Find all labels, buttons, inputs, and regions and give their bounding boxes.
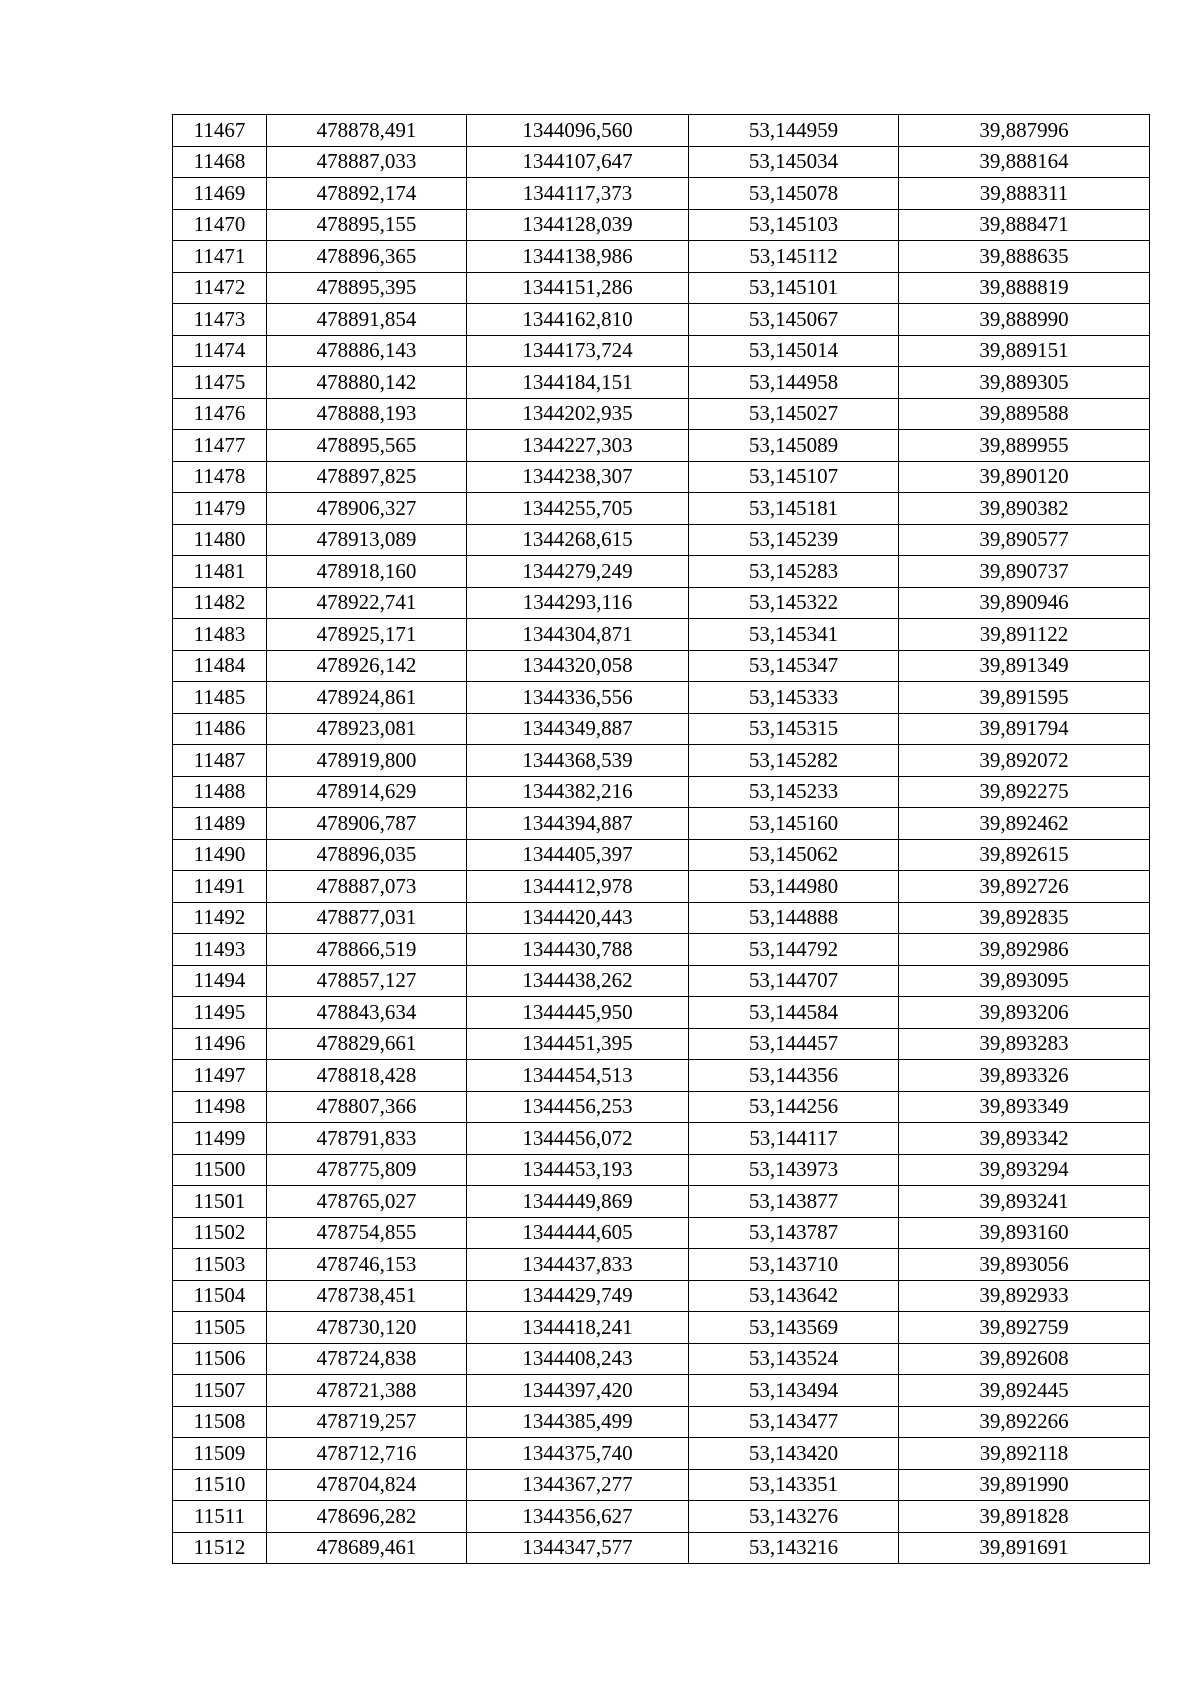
y-coordinate-cell: 1344173,724 (467, 335, 689, 367)
latitude-cell: 53,143494 (689, 1375, 899, 1407)
point-number-cell: 11482 (173, 587, 267, 619)
x-coordinate-cell: 478866,519 (267, 934, 467, 966)
point-number-cell: 11479 (173, 493, 267, 525)
latitude-cell: 53,145112 (689, 241, 899, 273)
table-row (173, 241, 1150, 273)
latitude-cell: 53,145233 (689, 776, 899, 808)
point-number-cell: 11472 (173, 272, 267, 304)
point-number-cell: 11468 (173, 146, 267, 178)
longitude-cell: 39,893283 (899, 1028, 1150, 1060)
table-row (173, 524, 1150, 556)
latitude-cell: 53,143877 (689, 1186, 899, 1218)
longitude-cell: 39,888635 (899, 241, 1150, 273)
x-coordinate-cell: 478719,257 (267, 1406, 467, 1438)
latitude-cell: 53,145282 (689, 745, 899, 777)
x-coordinate-cell: 478704,824 (267, 1469, 467, 1501)
longitude-cell: 39,893056 (899, 1249, 1150, 1281)
latitude-cell: 53,144707 (689, 965, 899, 997)
table-row (173, 934, 1150, 966)
x-coordinate-cell: 478746,153 (267, 1249, 467, 1281)
table-row (173, 209, 1150, 241)
y-coordinate-cell: 1344451,395 (467, 1028, 689, 1060)
point-number-cell: 11476 (173, 398, 267, 430)
y-coordinate-cell: 1344336,556 (467, 682, 689, 714)
latitude-cell: 53,143524 (689, 1343, 899, 1375)
latitude-cell: 53,144356 (689, 1060, 899, 1092)
x-coordinate-cell: 478818,428 (267, 1060, 467, 1092)
x-coordinate-cell: 478895,395 (267, 272, 467, 304)
longitude-cell: 39,888819 (899, 272, 1150, 304)
table-row (173, 335, 1150, 367)
latitude-cell: 53,145014 (689, 335, 899, 367)
coordinates-table-body (173, 115, 1150, 1564)
point-number-cell: 11474 (173, 335, 267, 367)
y-coordinate-cell: 1344449,869 (467, 1186, 689, 1218)
longitude-cell: 39,892726 (899, 871, 1150, 903)
table-row (173, 430, 1150, 462)
longitude-cell: 39,893095 (899, 965, 1150, 997)
x-coordinate-cell: 478891,854 (267, 304, 467, 336)
y-coordinate-cell: 1344227,303 (467, 430, 689, 462)
longitude-cell: 39,890737 (899, 556, 1150, 588)
point-number-cell: 11487 (173, 745, 267, 777)
latitude-cell: 53,145107 (689, 461, 899, 493)
latitude-cell: 53,145181 (689, 493, 899, 525)
latitude-cell: 53,144980 (689, 871, 899, 903)
longitude-cell: 39,891794 (899, 713, 1150, 745)
y-coordinate-cell: 1344356,627 (467, 1501, 689, 1533)
x-coordinate-cell: 478857,127 (267, 965, 467, 997)
x-coordinate-cell: 478919,800 (267, 745, 467, 777)
table-row (173, 1375, 1150, 1407)
longitude-cell: 39,889151 (899, 335, 1150, 367)
y-coordinate-cell: 1344184,151 (467, 367, 689, 399)
table-row (173, 1060, 1150, 1092)
point-number-cell: 11485 (173, 682, 267, 714)
latitude-cell: 53,145103 (689, 209, 899, 241)
point-number-cell: 11495 (173, 997, 267, 1029)
table-row (173, 1249, 1150, 1281)
x-coordinate-cell: 478843,634 (267, 997, 467, 1029)
table-row (173, 1028, 1150, 1060)
x-coordinate-cell: 478887,033 (267, 146, 467, 178)
point-number-cell: 11506 (173, 1343, 267, 1375)
table-row (173, 776, 1150, 808)
latitude-cell: 53,145160 (689, 808, 899, 840)
point-number-cell: 11493 (173, 934, 267, 966)
table-row (173, 902, 1150, 934)
table-row (173, 178, 1150, 210)
x-coordinate-cell: 478892,174 (267, 178, 467, 210)
y-coordinate-cell: 1344429,749 (467, 1280, 689, 1312)
latitude-cell: 53,143420 (689, 1438, 899, 1470)
latitude-cell: 53,145347 (689, 650, 899, 682)
y-coordinate-cell: 1344162,810 (467, 304, 689, 336)
table-row (173, 461, 1150, 493)
table-row (173, 1091, 1150, 1123)
x-coordinate-cell: 478896,365 (267, 241, 467, 273)
point-number-cell: 11473 (173, 304, 267, 336)
point-number-cell: 11477 (173, 430, 267, 462)
latitude-cell: 53,143973 (689, 1154, 899, 1186)
x-coordinate-cell: 478897,825 (267, 461, 467, 493)
latitude-cell: 53,143477 (689, 1406, 899, 1438)
y-coordinate-cell: 1344394,887 (467, 808, 689, 840)
table-row (173, 146, 1150, 178)
longitude-cell: 39,891595 (899, 682, 1150, 714)
point-number-cell: 11507 (173, 1375, 267, 1407)
table-row (173, 1532, 1150, 1564)
latitude-cell: 53,145322 (689, 587, 899, 619)
y-coordinate-cell: 1344128,039 (467, 209, 689, 241)
latitude-cell: 53,144584 (689, 997, 899, 1029)
y-coordinate-cell: 1344375,740 (467, 1438, 689, 1470)
longitude-cell: 39,892445 (899, 1375, 1150, 1407)
y-coordinate-cell: 1344430,788 (467, 934, 689, 966)
point-number-cell: 11471 (173, 241, 267, 273)
table-row (173, 398, 1150, 430)
table-row (173, 493, 1150, 525)
table-row (173, 1406, 1150, 1438)
x-coordinate-cell: 478754,855 (267, 1217, 467, 1249)
y-coordinate-cell: 1344279,249 (467, 556, 689, 588)
point-number-cell: 11490 (173, 839, 267, 871)
point-number-cell: 11499 (173, 1123, 267, 1155)
y-coordinate-cell: 1344453,193 (467, 1154, 689, 1186)
point-number-cell: 11512 (173, 1532, 267, 1564)
longitude-cell: 39,891691 (899, 1532, 1150, 1564)
latitude-cell: 53,144457 (689, 1028, 899, 1060)
y-coordinate-cell: 1344347,577 (467, 1532, 689, 1564)
point-number-cell: 11498 (173, 1091, 267, 1123)
latitude-cell: 53,145027 (689, 398, 899, 430)
point-number-cell: 11497 (173, 1060, 267, 1092)
point-number-cell: 11467 (173, 115, 267, 147)
longitude-cell: 39,888471 (899, 209, 1150, 241)
point-number-cell: 11470 (173, 209, 267, 241)
table-row (173, 1469, 1150, 1501)
table-row (173, 965, 1150, 997)
x-coordinate-cell: 478724,838 (267, 1343, 467, 1375)
latitude-cell: 53,143276 (689, 1501, 899, 1533)
longitude-cell: 39,893241 (899, 1186, 1150, 1218)
table-row (173, 619, 1150, 651)
x-coordinate-cell: 478895,155 (267, 209, 467, 241)
y-coordinate-cell: 1344349,887 (467, 713, 689, 745)
y-coordinate-cell: 1344418,241 (467, 1312, 689, 1344)
table-row (173, 1343, 1150, 1375)
longitude-cell: 39,892759 (899, 1312, 1150, 1344)
point-number-cell: 11503 (173, 1249, 267, 1281)
point-number-cell: 11494 (173, 965, 267, 997)
longitude-cell: 39,888311 (899, 178, 1150, 210)
longitude-cell: 39,888990 (899, 304, 1150, 336)
latitude-cell: 53,145315 (689, 713, 899, 745)
table-row (173, 713, 1150, 745)
latitude-cell: 53,144256 (689, 1091, 899, 1123)
table-row (173, 1438, 1150, 1470)
latitude-cell: 53,143216 (689, 1532, 899, 1564)
latitude-cell: 53,144117 (689, 1123, 899, 1155)
longitude-cell: 39,893160 (899, 1217, 1150, 1249)
y-coordinate-cell: 1344096,560 (467, 115, 689, 147)
latitude-cell: 53,144792 (689, 934, 899, 966)
table-row (173, 682, 1150, 714)
point-number-cell: 11502 (173, 1217, 267, 1249)
x-coordinate-cell: 478926,142 (267, 650, 467, 682)
latitude-cell: 53,145089 (689, 430, 899, 462)
point-number-cell: 11511 (173, 1501, 267, 1533)
latitude-cell: 53,145062 (689, 839, 899, 871)
table-row (173, 1217, 1150, 1249)
y-coordinate-cell: 1344238,307 (467, 461, 689, 493)
longitude-cell: 39,893326 (899, 1060, 1150, 1092)
latitude-cell: 53,145333 (689, 682, 899, 714)
x-coordinate-cell: 478913,089 (267, 524, 467, 556)
longitude-cell: 39,893206 (899, 997, 1150, 1029)
longitude-cell: 39,891122 (899, 619, 1150, 651)
y-coordinate-cell: 1344202,935 (467, 398, 689, 430)
x-coordinate-cell: 478878,491 (267, 115, 467, 147)
x-coordinate-cell: 478925,171 (267, 619, 467, 651)
point-number-cell: 11481 (173, 556, 267, 588)
table-row (173, 808, 1150, 840)
longitude-cell: 39,889588 (899, 398, 1150, 430)
x-coordinate-cell: 478914,629 (267, 776, 467, 808)
x-coordinate-cell: 478918,160 (267, 556, 467, 588)
longitude-cell: 39,892266 (899, 1406, 1150, 1438)
point-number-cell: 11480 (173, 524, 267, 556)
y-coordinate-cell: 1344454,513 (467, 1060, 689, 1092)
longitude-cell: 39,891828 (899, 1501, 1150, 1533)
longitude-cell: 39,892933 (899, 1280, 1150, 1312)
latitude-cell: 53,145067 (689, 304, 899, 336)
longitude-cell: 39,892615 (899, 839, 1150, 871)
y-coordinate-cell: 1344444,605 (467, 1217, 689, 1249)
longitude-cell: 39,893294 (899, 1154, 1150, 1186)
x-coordinate-cell: 478906,787 (267, 808, 467, 840)
latitude-cell: 53,145101 (689, 272, 899, 304)
x-coordinate-cell: 478807,366 (267, 1091, 467, 1123)
longitude-cell: 39,893349 (899, 1091, 1150, 1123)
table-row (173, 1123, 1150, 1155)
point-number-cell: 11478 (173, 461, 267, 493)
point-number-cell: 11496 (173, 1028, 267, 1060)
y-coordinate-cell: 1344255,705 (467, 493, 689, 525)
x-coordinate-cell: 478888,193 (267, 398, 467, 430)
y-coordinate-cell: 1344293,116 (467, 587, 689, 619)
longitude-cell: 39,888164 (899, 146, 1150, 178)
y-coordinate-cell: 1344151,286 (467, 272, 689, 304)
table-row (173, 997, 1150, 1029)
x-coordinate-cell: 478829,661 (267, 1028, 467, 1060)
longitude-cell: 39,892986 (899, 934, 1150, 966)
y-coordinate-cell: 1344456,072 (467, 1123, 689, 1155)
longitude-cell: 39,890577 (899, 524, 1150, 556)
point-number-cell: 11501 (173, 1186, 267, 1218)
x-coordinate-cell: 478721,388 (267, 1375, 467, 1407)
x-coordinate-cell: 478880,142 (267, 367, 467, 399)
point-number-cell: 11491 (173, 871, 267, 903)
y-coordinate-cell: 1344268,615 (467, 524, 689, 556)
x-coordinate-cell: 478924,861 (267, 682, 467, 714)
x-coordinate-cell: 478738,451 (267, 1280, 467, 1312)
longitude-cell: 39,892835 (899, 902, 1150, 934)
table-row (173, 556, 1150, 588)
latitude-cell: 53,145034 (689, 146, 899, 178)
latitude-cell: 53,145341 (689, 619, 899, 651)
point-number-cell: 11492 (173, 902, 267, 934)
point-number-cell: 11488 (173, 776, 267, 808)
latitude-cell: 53,144888 (689, 902, 899, 934)
y-coordinate-cell: 1344405,397 (467, 839, 689, 871)
table-row (173, 745, 1150, 777)
x-coordinate-cell: 478896,035 (267, 839, 467, 871)
point-number-cell: 11484 (173, 650, 267, 682)
latitude-cell: 53,145078 (689, 178, 899, 210)
table-row (173, 1312, 1150, 1344)
y-coordinate-cell: 1344437,833 (467, 1249, 689, 1281)
longitude-cell: 39,889305 (899, 367, 1150, 399)
latitude-cell: 53,143787 (689, 1217, 899, 1249)
table-row (173, 871, 1150, 903)
point-number-cell: 11489 (173, 808, 267, 840)
x-coordinate-cell: 478765,027 (267, 1186, 467, 1218)
table-row (173, 1501, 1150, 1533)
longitude-cell: 39,890382 (899, 493, 1150, 525)
table-row (173, 115, 1150, 147)
y-coordinate-cell: 1344412,978 (467, 871, 689, 903)
longitude-cell: 39,892072 (899, 745, 1150, 777)
point-number-cell: 11486 (173, 713, 267, 745)
y-coordinate-cell: 1344304,871 (467, 619, 689, 651)
y-coordinate-cell: 1344438,262 (467, 965, 689, 997)
latitude-cell: 53,143569 (689, 1312, 899, 1344)
longitude-cell: 39,887996 (899, 115, 1150, 147)
table-row (173, 1280, 1150, 1312)
x-coordinate-cell: 478886,143 (267, 335, 467, 367)
table-row (173, 367, 1150, 399)
x-coordinate-cell: 478696,282 (267, 1501, 467, 1533)
point-number-cell: 11500 (173, 1154, 267, 1186)
point-number-cell: 11469 (173, 178, 267, 210)
point-number-cell: 11475 (173, 367, 267, 399)
longitude-cell: 39,891349 (899, 650, 1150, 682)
latitude-cell: 53,143351 (689, 1469, 899, 1501)
latitude-cell: 53,144958 (689, 367, 899, 399)
y-coordinate-cell: 1344456,253 (467, 1091, 689, 1123)
x-coordinate-cell: 478906,327 (267, 493, 467, 525)
point-number-cell: 11509 (173, 1438, 267, 1470)
x-coordinate-cell: 478712,716 (267, 1438, 467, 1470)
coordinates-table (172, 114, 1150, 1564)
x-coordinate-cell: 478791,833 (267, 1123, 467, 1155)
table-row (173, 1186, 1150, 1218)
point-number-cell: 11504 (173, 1280, 267, 1312)
y-coordinate-cell: 1344408,243 (467, 1343, 689, 1375)
longitude-cell: 39,889955 (899, 430, 1150, 462)
y-coordinate-cell: 1344445,950 (467, 997, 689, 1029)
y-coordinate-cell: 1344138,986 (467, 241, 689, 273)
x-coordinate-cell: 478730,120 (267, 1312, 467, 1344)
longitude-cell: 39,890946 (899, 587, 1150, 619)
longitude-cell: 39,892275 (899, 776, 1150, 808)
point-number-cell: 11510 (173, 1469, 267, 1501)
y-coordinate-cell: 1344320,058 (467, 650, 689, 682)
y-coordinate-cell: 1344367,277 (467, 1469, 689, 1501)
y-coordinate-cell: 1344117,373 (467, 178, 689, 210)
longitude-cell: 39,892608 (899, 1343, 1150, 1375)
longitude-cell: 39,890120 (899, 461, 1150, 493)
y-coordinate-cell: 1344382,216 (467, 776, 689, 808)
x-coordinate-cell: 478923,081 (267, 713, 467, 745)
latitude-cell: 53,145283 (689, 556, 899, 588)
point-number-cell: 11508 (173, 1406, 267, 1438)
latitude-cell: 53,143642 (689, 1280, 899, 1312)
longitude-cell: 39,891990 (899, 1469, 1150, 1501)
table-row (173, 272, 1150, 304)
latitude-cell: 53,143710 (689, 1249, 899, 1281)
latitude-cell: 53,144959 (689, 115, 899, 147)
x-coordinate-cell: 478775,809 (267, 1154, 467, 1186)
x-coordinate-cell: 478877,031 (267, 902, 467, 934)
longitude-cell: 39,892462 (899, 808, 1150, 840)
point-number-cell: 11505 (173, 1312, 267, 1344)
x-coordinate-cell: 478689,461 (267, 1532, 467, 1564)
table-row (173, 650, 1150, 682)
y-coordinate-cell: 1344107,647 (467, 146, 689, 178)
y-coordinate-cell: 1344368,539 (467, 745, 689, 777)
x-coordinate-cell: 478887,073 (267, 871, 467, 903)
latitude-cell: 53,145239 (689, 524, 899, 556)
longitude-cell: 39,892118 (899, 1438, 1150, 1470)
table-row (173, 304, 1150, 336)
x-coordinate-cell: 478895,565 (267, 430, 467, 462)
x-coordinate-cell: 478922,741 (267, 587, 467, 619)
table-row (173, 587, 1150, 619)
longitude-cell: 39,893342 (899, 1123, 1150, 1155)
y-coordinate-cell: 1344397,420 (467, 1375, 689, 1407)
y-coordinate-cell: 1344385,499 (467, 1406, 689, 1438)
table-row (173, 1154, 1150, 1186)
table-row (173, 839, 1150, 871)
y-coordinate-cell: 1344420,443 (467, 902, 689, 934)
point-number-cell: 11483 (173, 619, 267, 651)
